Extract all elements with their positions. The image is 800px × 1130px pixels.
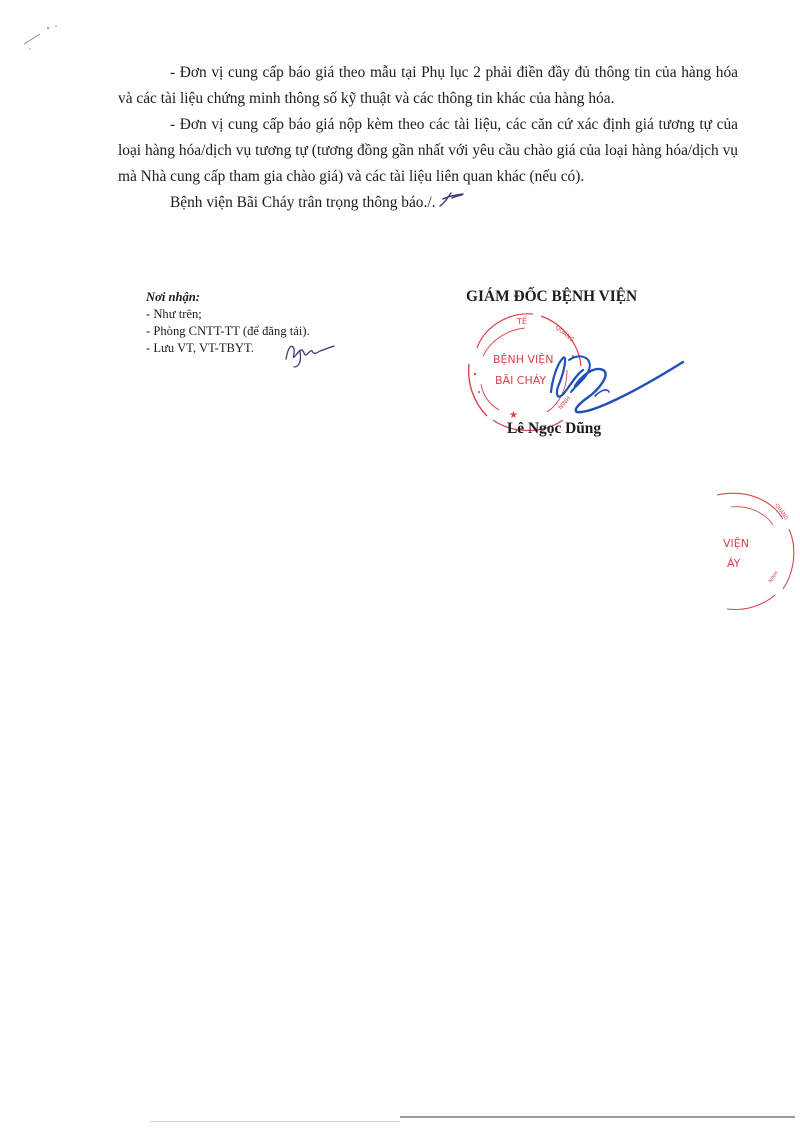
signature-title: GIÁM ĐỐC BỆNH VIỆN: [466, 288, 638, 305]
partial-seal-lower-text: NINH: [767, 570, 780, 585]
seal-edge-text: QUẢNG: [553, 324, 576, 344]
closing-line: [118, 190, 738, 216]
recipients-title: Nơi nhận:: [146, 290, 201, 304]
seal-lower-text: NINH: [557, 395, 573, 412]
seal-line-2: BÃI CHÁY: [495, 374, 547, 387]
partial-seal-edge-text: QUẢNG: [773, 502, 789, 522]
handwritten-initials: [282, 337, 338, 369]
seal-top-text: TẾ: [517, 317, 527, 326]
scan-edge-line-faint: [150, 1121, 400, 1122]
recipient-line: - Lưu VT, VT-TBYT.: [146, 341, 254, 355]
scan-speck-marks: [18, 22, 68, 52]
requirement-paragraph-2: - Đơn vị cung cấp báo giá nộp kèm theo các tài liệu, các căn cứ xác định giá tương tự của loại hàng hóa/dịch vụ tương tự (tương đồng gần nhất với yêu cầu chào giá của loại hàng hóa/dịch vụ mà Nhà cung cấp tham gia chào giá) và các tài liệu liên quan khác (nếu có).: [118, 116, 738, 185]
recipient-line: - Phòng CNTT-TT (để đăng tải).: [146, 324, 310, 338]
seal-star-icon: ★: [509, 410, 518, 421]
requirement-paragraph-1: - Đơn vị cung cấp báo giá theo mẫu tại Phụ lục 2 phải điền đầy đủ thông tin của hàng hóa và các tài liệu chứng minh thông số kỹ thuật và các thông tin khác của hàng hóa.: [118, 64, 738, 107]
handwritten-tick-mark: [437, 190, 467, 210]
document-body: [118, 60, 738, 216]
partial-seal-line-2: ÁY: [727, 557, 741, 570]
seal-line-1: BỆNH VIỆN: [493, 353, 554, 366]
partial-seal-edge: [705, 485, 800, 615]
recipient-line: - Như trên;: [146, 307, 202, 321]
partial-seal-line-1: VIỆN: [723, 537, 749, 550]
scan-edge-line: [400, 1116, 795, 1118]
director-signature: [495, 340, 695, 430]
closing-text: Bệnh viện Bãi Cháy trân trọng thông báo./.: [170, 194, 436, 211]
signatory-name: Lê Ngọc Dũng: [507, 420, 602, 437]
